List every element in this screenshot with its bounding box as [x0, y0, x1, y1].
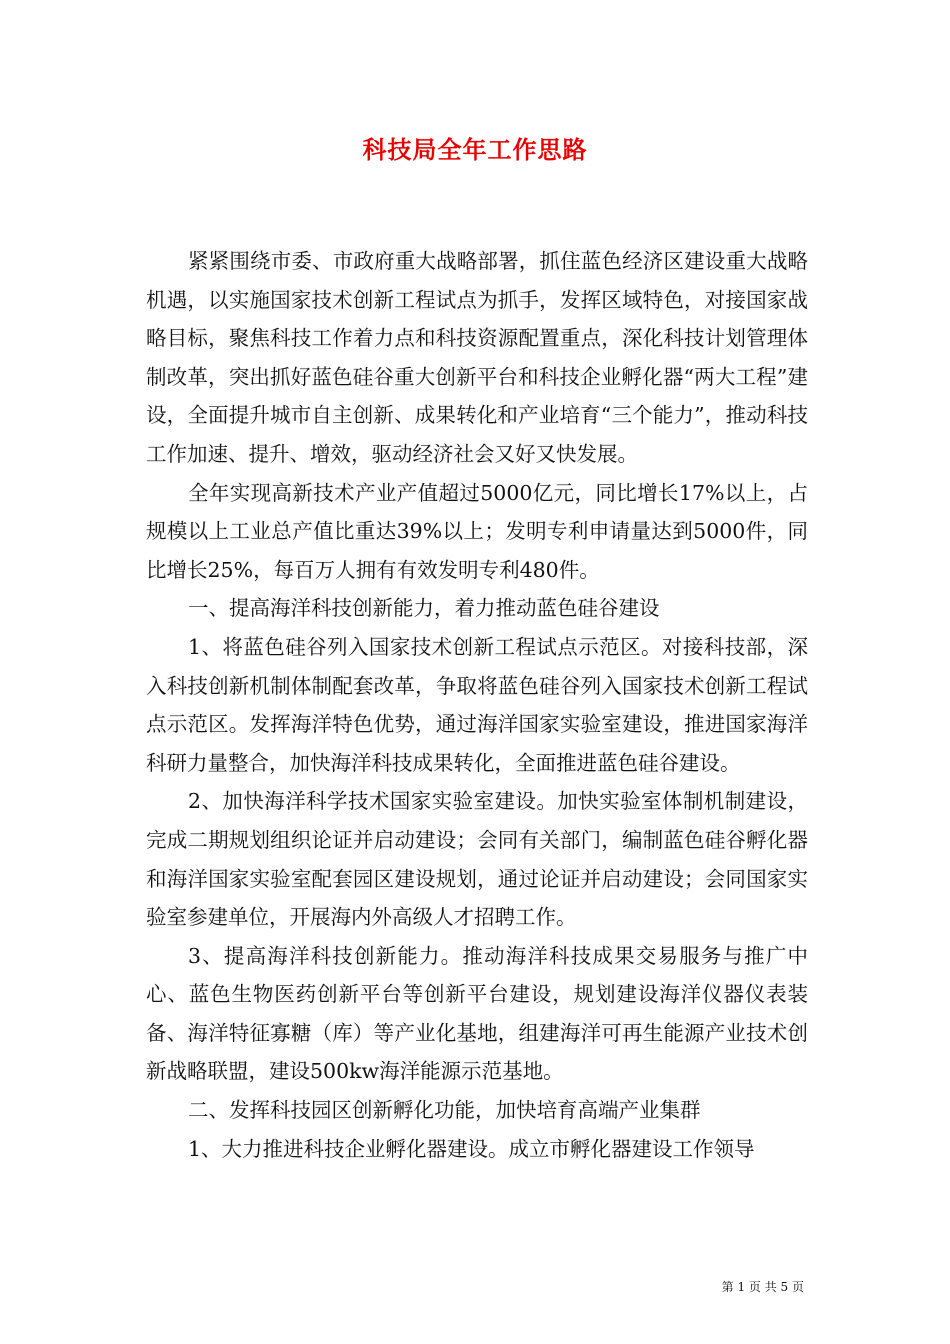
page-title: 科技局全年工作思路: [362, 135, 588, 164]
paragraph: 全年实现高新技术产业产值超过5000亿元，同比增长17%以上，占规模以上工业总产值比重达39%以上；发明专利申请量达到5000件，同比增长25%，每百万人拥有有效发明专利480件。: [146, 480, 808, 582]
document-body: [146, 242, 808, 1168]
paragraph: 3、提高海洋科技创新能力。推动海洋科技成果交易服务与推广中心、蓝色生物医药创新平台等创新平台建设，规划建设海洋仪器仪表装备、海洋特征寡糖（库）等产业化基地，组建海洋可再生能源产业技术创新战略联盟，建设500kw海洋能源示范基地。: [146, 943, 808, 1084]
paragraph: 1、大力推进科技企业孵化器建设。成立市孵化器建设工作领导: [188, 1136, 755, 1161]
paragraph: 紧紧围绕市委、市政府重大战略部署，抓住蓝色经济区建设重大战略机遇，以实施国家技术创新工程试点为抓手，发挥区域特色，对接国家战略目标，聚焦科技工作着力点和科技资源配置重点，深化科技计划管理体制改革，突出抓好蓝色硅谷重大创新平台和科技企业孵化器“两大工程”建设，全面提升城市自主创新、成果转化和产业培育“三个能力”，推动科技工作加速、提升、增效，驱动经济社会又好又快发展。: [146, 249, 808, 466]
page-number: 第 1 页 共 5 页: [721, 1280, 804, 1294]
paragraph: 2、加快海洋科学技术国家实验室建设。加快实验室体制机制建设，完成二期规划组织论证并启动建设；会同有关部门，编制蓝色硅谷孵化器和海洋国家实验室配套园区建设规划，通过论证并启动建设；会同国家实验室参建单位，开展海内外高级人才招聘工作。: [146, 789, 808, 930]
section-heading: 一、提高海洋科技创新能力，着力推动蓝色硅谷建设: [188, 596, 660, 621]
paragraph: 1、将蓝色硅谷列入国家技术创新工程试点示范区。对接科技部，深入科技创新机制体制配套改革，争取将蓝色硅谷列入国家技术创新工程试点示范区。发挥海洋特色优势，通过海洋国家实验室建设，推进国家海洋科研力量整合，加快海洋科技成果转化，全面推进蓝色硅谷建设。: [146, 634, 808, 775]
section-heading: 二、发挥科技园区创新孵化功能，加快培育高端产业集群: [188, 1098, 701, 1123]
